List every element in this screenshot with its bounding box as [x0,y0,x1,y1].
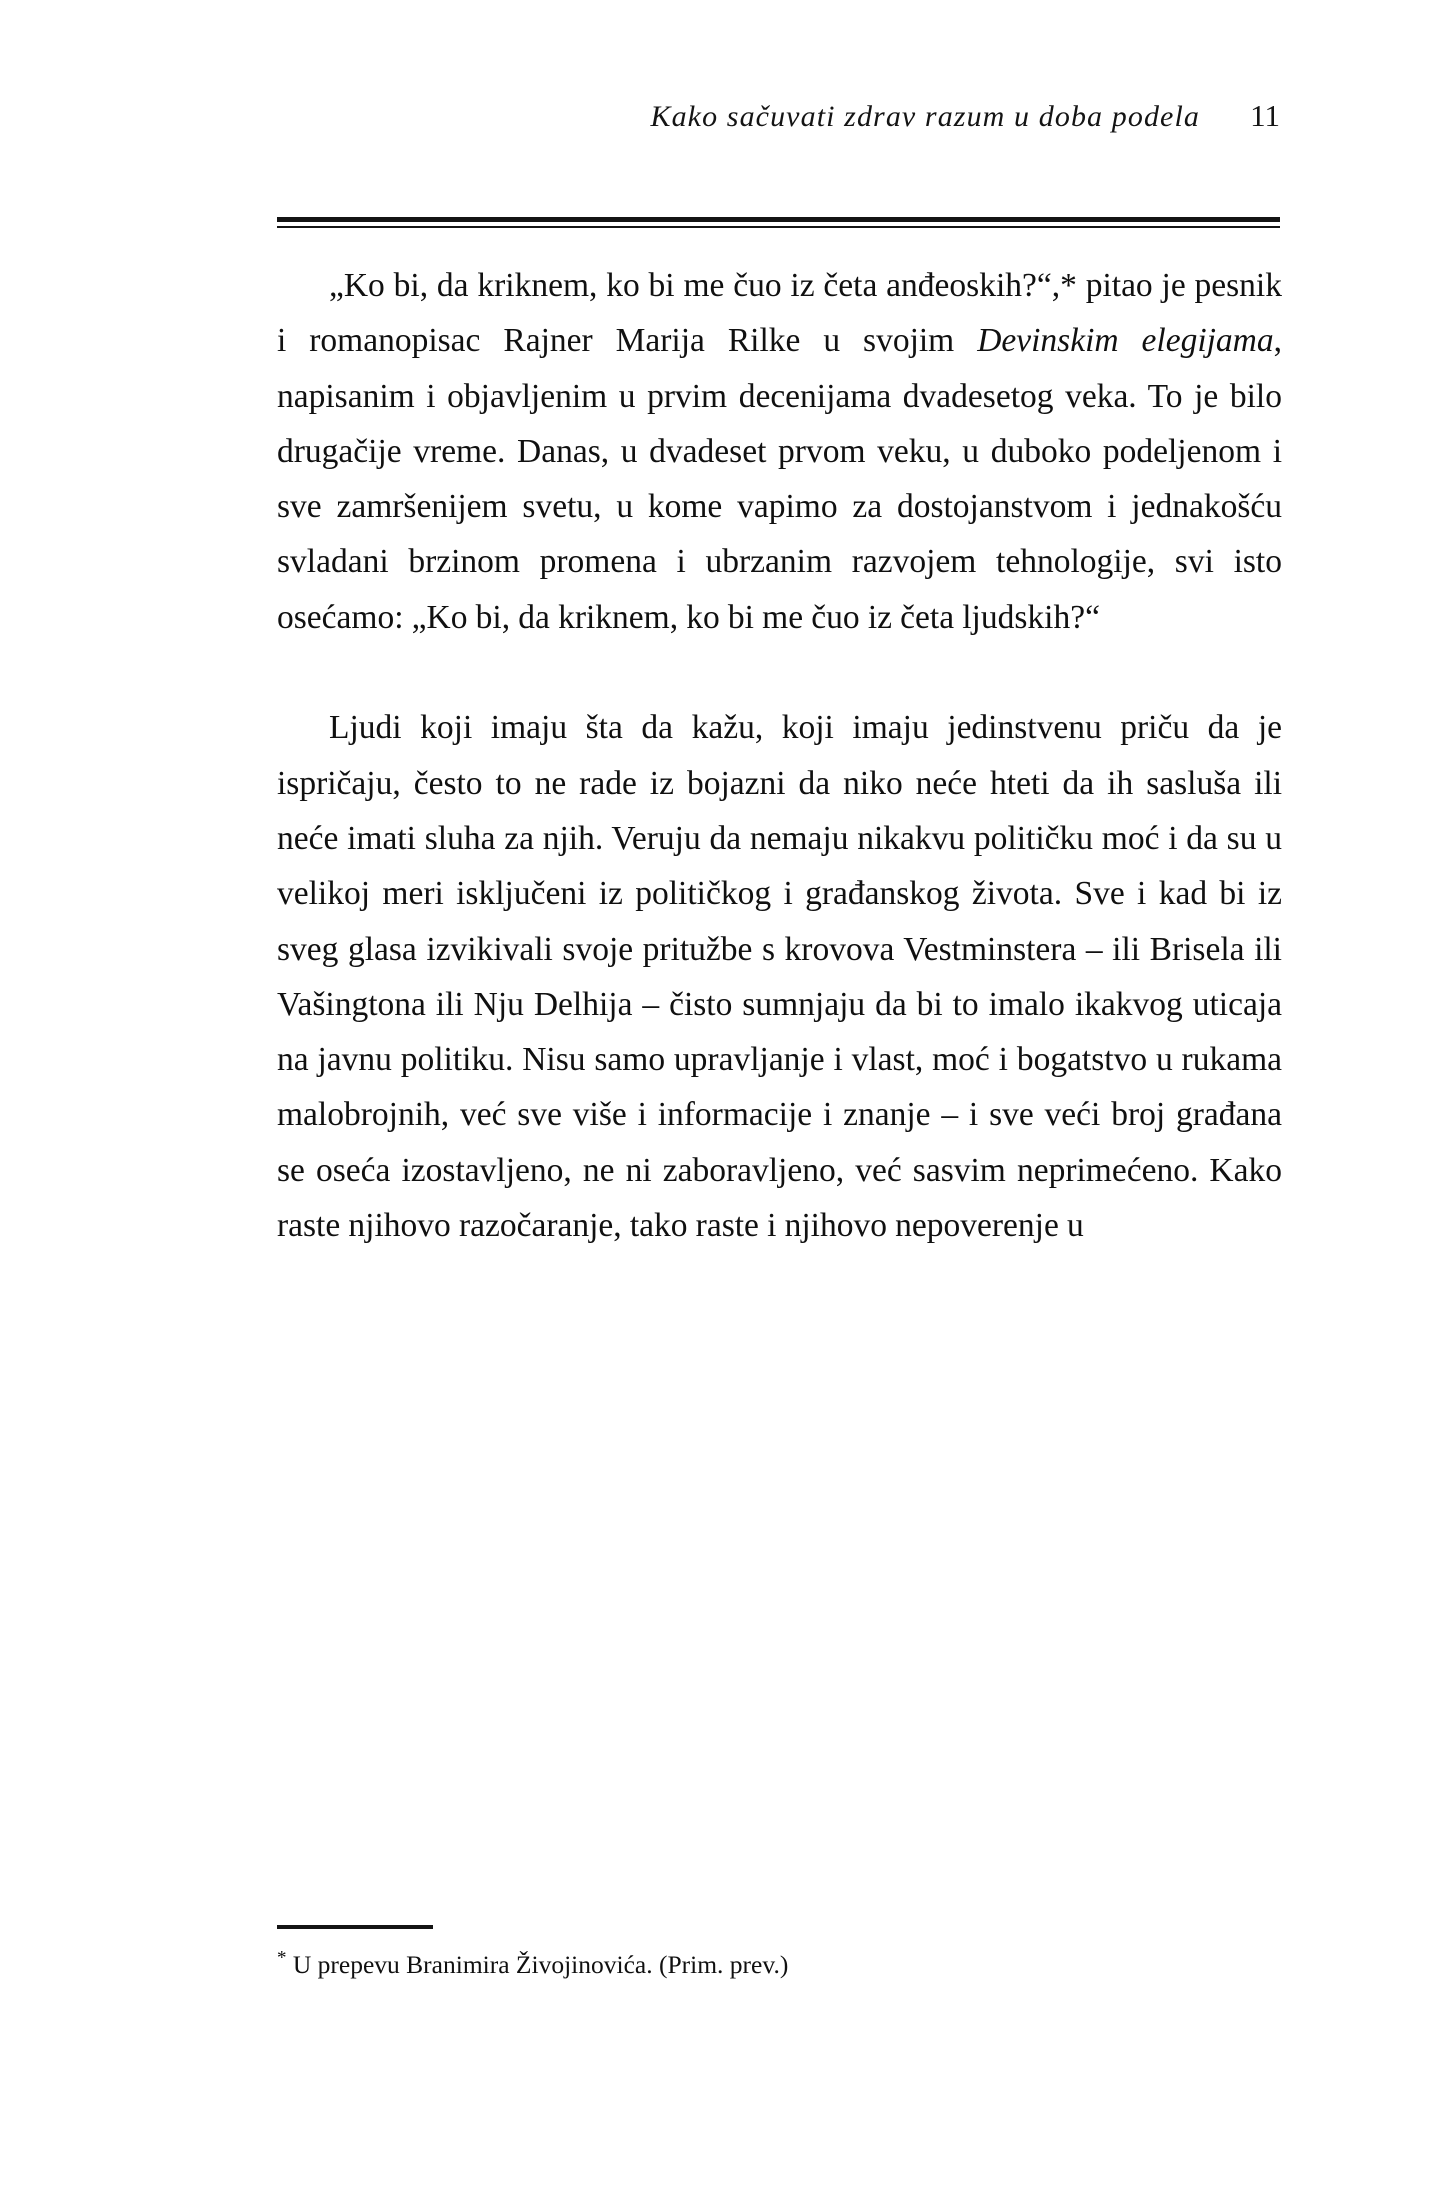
footnote-marker: * [277,1947,287,1969]
page-number: 11 [1250,98,1280,133]
body-text-block [277,258,1282,1253]
header-double-rule [277,217,1280,228]
paragraph-2: Ljudi koji imaju šta da kažu, koji imaju jedinstvenu priču da je ispričaju, često to ne rade iz bojazni da niko neće hteti da ih sasluša ili neće imati sluha za njih. Veruju da nemaju nikakvu političku moć i da su u velikoj meri isključeni iz političkog i građanskog života. Sve i kad bi iz sveg glasa izvikivali svoje pritužbe s krovova Vestminstera – ili Brisela ili Vašingtona ili Nju Delhija – čisto sumnjaju da bi to imalo ikakvog uticaja na javnu politiku. Nisu samo upravljanje i vlast, moć i bogatstvo u rukama malobrojnih, već sve više i informacije i znanje – i sve veći broj građana se oseća izostavljeno, ne ni zaboravljeno, već sasvim neprimećeno. Kako raste njihovo razočaranje, tako raste i njihovo nepoverenje u [277,709,1282,1245]
book-title-italic: Devinskim elegijama [977,322,1274,360]
header-rule-thin [277,226,1280,228]
footnote [277,1947,1282,1983]
footnote-text: U prepevu Branimira Živojinovića. (Prim. prev.) [286,1950,789,1979]
paragraph-1-part-1: „Ko bi, da kriknem, ko bi me čuo iz četa anđeoskih?“,* pitao je pesnik i romanopisac Rajner Marija Rilke u svojim [277,267,1282,360]
running-head-title: Kako sačuvati zdrav razum u doba podela [650,100,1200,133]
footnote-separator-rule [277,1925,433,1929]
paragraph-1-part-2: , napisanim i objavljenim u prvim decenijama dvadesetog veka. To je bilo drugačije vreme. Danas, u dvadeset prvom veku, u duboko podeljenom i sve zamršenijem svetu, u kome vapimo za dostojanstvom i jednakošću svladani brzinom promena i ubrzanim razvojem tehnologije, svi isto osećamo: „Ko bi, da kriknem, ko bi me čuo iz četa ljudskih?“ [277,322,1282,636]
paragraph-1 [277,258,1282,645]
running-head [277,98,1280,134]
